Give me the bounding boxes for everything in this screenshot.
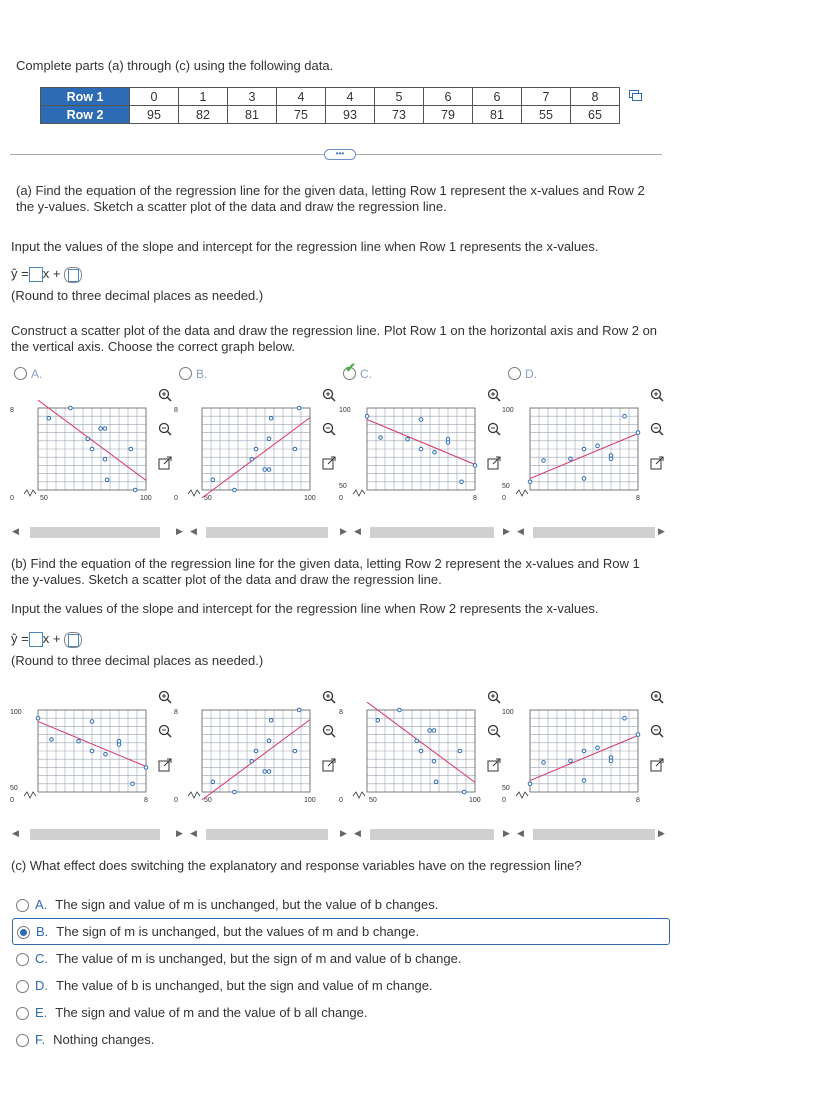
- scatter-plot[interactable]: [8, 400, 153, 505]
- data-point: [473, 464, 477, 468]
- zoom-in-icon[interactable]: [158, 388, 172, 402]
- data-point: [596, 746, 600, 750]
- data-point: [398, 708, 402, 712]
- data-point: [293, 447, 297, 451]
- construct-line2: the vertical axis. Choose the correct graph below.: [11, 339, 295, 354]
- data-point: [297, 708, 301, 712]
- zoom-out-icon[interactable]: [650, 422, 664, 436]
- axis-break-icon: [188, 792, 200, 798]
- scatter-plot[interactable]: [172, 702, 317, 807]
- expand-icon[interactable]: [487, 456, 501, 470]
- axis-break-icon: [188, 490, 200, 496]
- table-cell: 6: [424, 88, 473, 106]
- part-c-question: (c) What effect does switching the explanatory and response variables have on the regression line?: [11, 858, 582, 873]
- table-cell: 81: [473, 106, 522, 124]
- table-cell: 55: [522, 106, 571, 124]
- data-point: [293, 749, 297, 753]
- data-point: [528, 480, 532, 484]
- data-point: [86, 437, 90, 441]
- graph-option-b[interactable]: B.: [179, 365, 207, 381]
- data-point: [269, 416, 273, 420]
- slope-input[interactable]: [29, 267, 43, 282]
- axis-tick-label: 0: [339, 797, 343, 804]
- table-cell: 0: [130, 88, 179, 106]
- round-note: (Round to three decimal places as needed.): [11, 288, 264, 303]
- axis-tick-label: 100: [502, 407, 514, 414]
- axis-tick-label: 50: [40, 495, 48, 502]
- choice-f[interactable]: F. Nothing changes.: [16, 1027, 154, 1052]
- axis-tick-label: 0: [174, 797, 178, 804]
- choice-e[interactable]: E. The sign and value of m and the value of b all change.: [16, 1000, 368, 1025]
- table-cell: 4: [326, 88, 375, 106]
- data-point: [446, 437, 450, 441]
- data-point: [428, 729, 432, 733]
- scatter-plot[interactable]: [337, 400, 482, 505]
- axis-tick-label: 8: [144, 797, 148, 804]
- data-point: [90, 447, 94, 451]
- copy-table-icon[interactable]: [629, 90, 642, 101]
- axis-break-icon: [516, 792, 528, 798]
- part-b-instruction: Input the values of the slope and intercept for the regression line when Row 2 represents the x-values.: [11, 601, 599, 616]
- data-point: [432, 729, 436, 733]
- expand-icon[interactable]: [158, 758, 172, 772]
- data-point: [117, 739, 121, 743]
- axis-tick-label: 100: [502, 709, 514, 716]
- part-a-instruction: Input the values of the slope and intercept for the regression line when Row 1 represents the x-values.: [11, 239, 599, 254]
- axis-break-icon: [516, 490, 528, 496]
- zoom-in-icon[interactable]: [650, 690, 664, 704]
- data-point: [77, 739, 81, 743]
- table-cell: 95: [130, 106, 179, 124]
- data-point: [582, 779, 586, 783]
- intercept-input-b[interactable]: [64, 632, 82, 648]
- data-point: [250, 759, 254, 763]
- scatter-plot[interactable]: [8, 702, 153, 807]
- row-header: Row 2: [41, 106, 130, 124]
- part-b-question-line1: (b) Find the equation of the regression line for the given data, letting Row 2 represent the x-values and Row 1: [11, 556, 640, 571]
- data-point: [419, 447, 423, 451]
- part-a-question-line2: the y-values. Sketch a scatter plot of the data and draw the regression line.: [16, 199, 447, 214]
- data-point: [131, 782, 135, 786]
- choice-c[interactable]: C. The value of m is unchanged, but the sign of m and value of b change.: [16, 946, 461, 971]
- axis-tick-label: 8: [339, 709, 343, 716]
- graph-scrollbar-a[interactable]: ◀ ▶ ◀ ▶ ◀ ▶ ◀ ▶: [12, 526, 665, 536]
- data-point: [69, 406, 73, 410]
- data-point: [415, 739, 419, 743]
- data-point: [269, 718, 273, 722]
- axis-break-icon: [353, 792, 365, 798]
- zoom-out-icon[interactable]: [487, 724, 501, 738]
- data-point: [129, 447, 133, 451]
- data-point: [233, 488, 237, 492]
- choice-a[interactable]: A. The sign and value of m is unchanged, but the value of b changes.: [16, 892, 438, 917]
- axis-tick-label: 0: [174, 495, 178, 502]
- data-point: [542, 761, 546, 765]
- data-point: [250, 457, 254, 461]
- data-point: [582, 477, 586, 481]
- axis-tick-label: 8: [473, 495, 477, 502]
- data-table: [40, 87, 620, 124]
- data-point: [596, 444, 600, 448]
- slope-input-b[interactable]: [29, 632, 43, 647]
- data-point: [365, 414, 369, 418]
- data-point: [103, 427, 107, 431]
- table-cell: 7: [522, 88, 571, 106]
- part-a-question-line1: (a) Find the equation of the regression line for the given data, letting Row 1 represent the x-values and Row 2: [16, 183, 645, 198]
- data-point: [433, 450, 437, 454]
- axis-tick-label: 8: [174, 709, 178, 716]
- table-cell: 81: [228, 106, 277, 124]
- axis-tick-label: 0: [502, 797, 506, 804]
- axis-tick-label: 8: [636, 797, 640, 804]
- x-plus-label: x +: [42, 631, 61, 646]
- data-point: [104, 752, 108, 756]
- data-point: [623, 414, 627, 418]
- data-point: [297, 406, 301, 410]
- yhat-label: ŷ =: [11, 631, 29, 646]
- table-cell: 65: [571, 106, 620, 124]
- scatter-plot[interactable]: [172, 400, 317, 505]
- data-point: [50, 738, 54, 742]
- zoom-out-icon[interactable]: [322, 724, 336, 738]
- table-cell: 93: [326, 106, 375, 124]
- table-row: [41, 106, 620, 124]
- data-point: [582, 749, 586, 753]
- axis-tick-label: 50: [204, 797, 212, 804]
- expand-icon[interactable]: [487, 758, 501, 772]
- table-cell: 4: [277, 88, 326, 106]
- data-point: [419, 749, 423, 753]
- axis-break-icon: [24, 792, 36, 798]
- data-point: [47, 416, 51, 420]
- scatter-plot[interactable]: [500, 702, 645, 807]
- data-point: [254, 749, 258, 753]
- axis-tick-label: 50: [10, 785, 18, 792]
- axis-tick-label: 50: [339, 483, 347, 490]
- zoom-out-icon[interactable]: [487, 422, 501, 436]
- choice-d[interactable]: D. The value of b is unchanged, but the sign and value of m change.: [16, 973, 433, 998]
- zoom-in-icon[interactable]: [322, 690, 336, 704]
- data-point: [90, 749, 94, 753]
- axis-tick-label: 100: [304, 797, 316, 804]
- data-point: [263, 468, 267, 472]
- zoom-in-icon[interactable]: [487, 690, 501, 704]
- choice-b[interactable]: B. The sign of m is unchanged, but the values of m and b change.: [12, 918, 670, 945]
- intercept-input[interactable]: [64, 267, 82, 283]
- table-row: [41, 88, 620, 106]
- zoom-in-icon[interactable]: [322, 388, 336, 402]
- graph-option-d[interactable]: D.: [508, 365, 537, 381]
- data-point: [99, 427, 103, 431]
- data-point: [267, 739, 271, 743]
- data-point: [569, 759, 573, 763]
- zoom-out-icon[interactable]: [650, 724, 664, 738]
- table-cell: 8: [571, 88, 620, 106]
- data-point: [144, 766, 148, 770]
- axis-break-icon: [24, 490, 36, 496]
- data-point: [419, 418, 423, 422]
- data-point: [254, 447, 258, 451]
- data-point: [434, 780, 438, 784]
- axis-tick-label: 100: [10, 709, 22, 716]
- graph-option-a[interactable]: A.: [14, 365, 42, 381]
- data-point: [267, 437, 271, 441]
- intro-text: Complete parts (a) through (c) using the following data.: [16, 58, 334, 73]
- data-point: [105, 478, 109, 482]
- data-point: [462, 790, 466, 794]
- data-point: [582, 447, 586, 451]
- table-cell: 6: [473, 88, 522, 106]
- data-point: [458, 749, 462, 753]
- data-point: [406, 437, 410, 441]
- axis-tick-label: 50: [369, 797, 377, 804]
- graph-scrollbar-b[interactable]: ◀ ▶ ◀ ▶ ◀ ▶ ◀ ▶: [12, 828, 665, 838]
- table-cell: 75: [277, 106, 326, 124]
- table-cell: 73: [375, 106, 424, 124]
- expand-icon[interactable]: [322, 456, 336, 470]
- data-point: [90, 720, 94, 724]
- graph-option-c[interactable]: C.: [343, 365, 372, 381]
- correct-check-icon: ✔: [345, 360, 356, 375]
- axis-break-icon: [353, 490, 365, 496]
- part-a-equation: [11, 266, 82, 283]
- expand-icon[interactable]: [158, 456, 172, 470]
- zoom-in-icon[interactable]: [650, 388, 664, 402]
- more-button[interactable]: •••: [324, 149, 356, 160]
- table-cell: 82: [179, 106, 228, 124]
- data-point: [267, 770, 271, 774]
- data-point: [636, 733, 640, 737]
- axis-tick-label: 0: [339, 495, 343, 502]
- axis-tick-label: 100: [339, 407, 351, 414]
- scatter-plot[interactable]: [500, 400, 645, 505]
- axis-tick-label: 0: [502, 495, 506, 502]
- axis-tick-label: 0: [10, 797, 14, 804]
- axis-tick-label: 8: [174, 407, 178, 414]
- data-point: [609, 457, 613, 461]
- data-point: [133, 488, 137, 492]
- axis-tick-label: 100: [304, 495, 316, 502]
- zoom-in-icon[interactable]: [487, 388, 501, 402]
- axis-tick-label: 50: [502, 785, 510, 792]
- part-b-question-line2: the y-values. Sketch a scatter plot of the data and draw the regression line.: [11, 572, 442, 587]
- data-point: [103, 457, 107, 461]
- table-cell: 1: [179, 88, 228, 106]
- data-point: [211, 780, 215, 784]
- data-point: [376, 718, 380, 722]
- data-point: [379, 436, 383, 440]
- x-plus-label: x +: [42, 266, 61, 281]
- zoom-out-icon[interactable]: [158, 422, 172, 436]
- data-point: [36, 716, 40, 720]
- data-point: [460, 480, 464, 484]
- data-point: [623, 716, 627, 720]
- data-point: [211, 478, 215, 482]
- data-point: [542, 459, 546, 463]
- axis-tick-label: 8: [10, 407, 14, 414]
- table-cell: 79: [424, 106, 473, 124]
- data-point: [636, 431, 640, 435]
- zoom-in-icon[interactable]: [158, 690, 172, 704]
- expand-icon[interactable]: [650, 456, 664, 470]
- yhat-label: ŷ =: [11, 266, 29, 281]
- axis-tick-label: 8: [636, 495, 640, 502]
- data-point: [233, 790, 237, 794]
- data-point: [267, 468, 271, 472]
- scatter-plot[interactable]: [337, 702, 482, 807]
- row-header: Row 1: [41, 88, 130, 106]
- round-note-b: (Round to three decimal places as needed.): [11, 653, 264, 668]
- data-point: [569, 457, 573, 461]
- expand-icon[interactable]: [322, 758, 336, 772]
- part-b-equation: [11, 631, 82, 648]
- axis-tick-label: 100: [469, 797, 481, 804]
- axis-tick-label: 100: [140, 495, 152, 502]
- axis-tick-label: 0: [10, 495, 14, 502]
- table-cell: 5: [375, 88, 424, 106]
- axis-tick-label: 50: [204, 495, 212, 502]
- data-point: [528, 782, 532, 786]
- zoom-out-icon[interactable]: [322, 422, 336, 436]
- data-point: [432, 759, 436, 763]
- data-point: [263, 770, 267, 774]
- table-cell: 3: [228, 88, 277, 106]
- axis-tick-label: 50: [502, 483, 510, 490]
- construct-line1: Construct a scatter plot of the data and draw the regression line. Plot Row 1 on the horizontal axis and Row 2 on: [11, 323, 658, 338]
- zoom-out-icon[interactable]: [158, 724, 172, 738]
- data-point: [609, 759, 613, 763]
- expand-icon[interactable]: [650, 758, 664, 772]
